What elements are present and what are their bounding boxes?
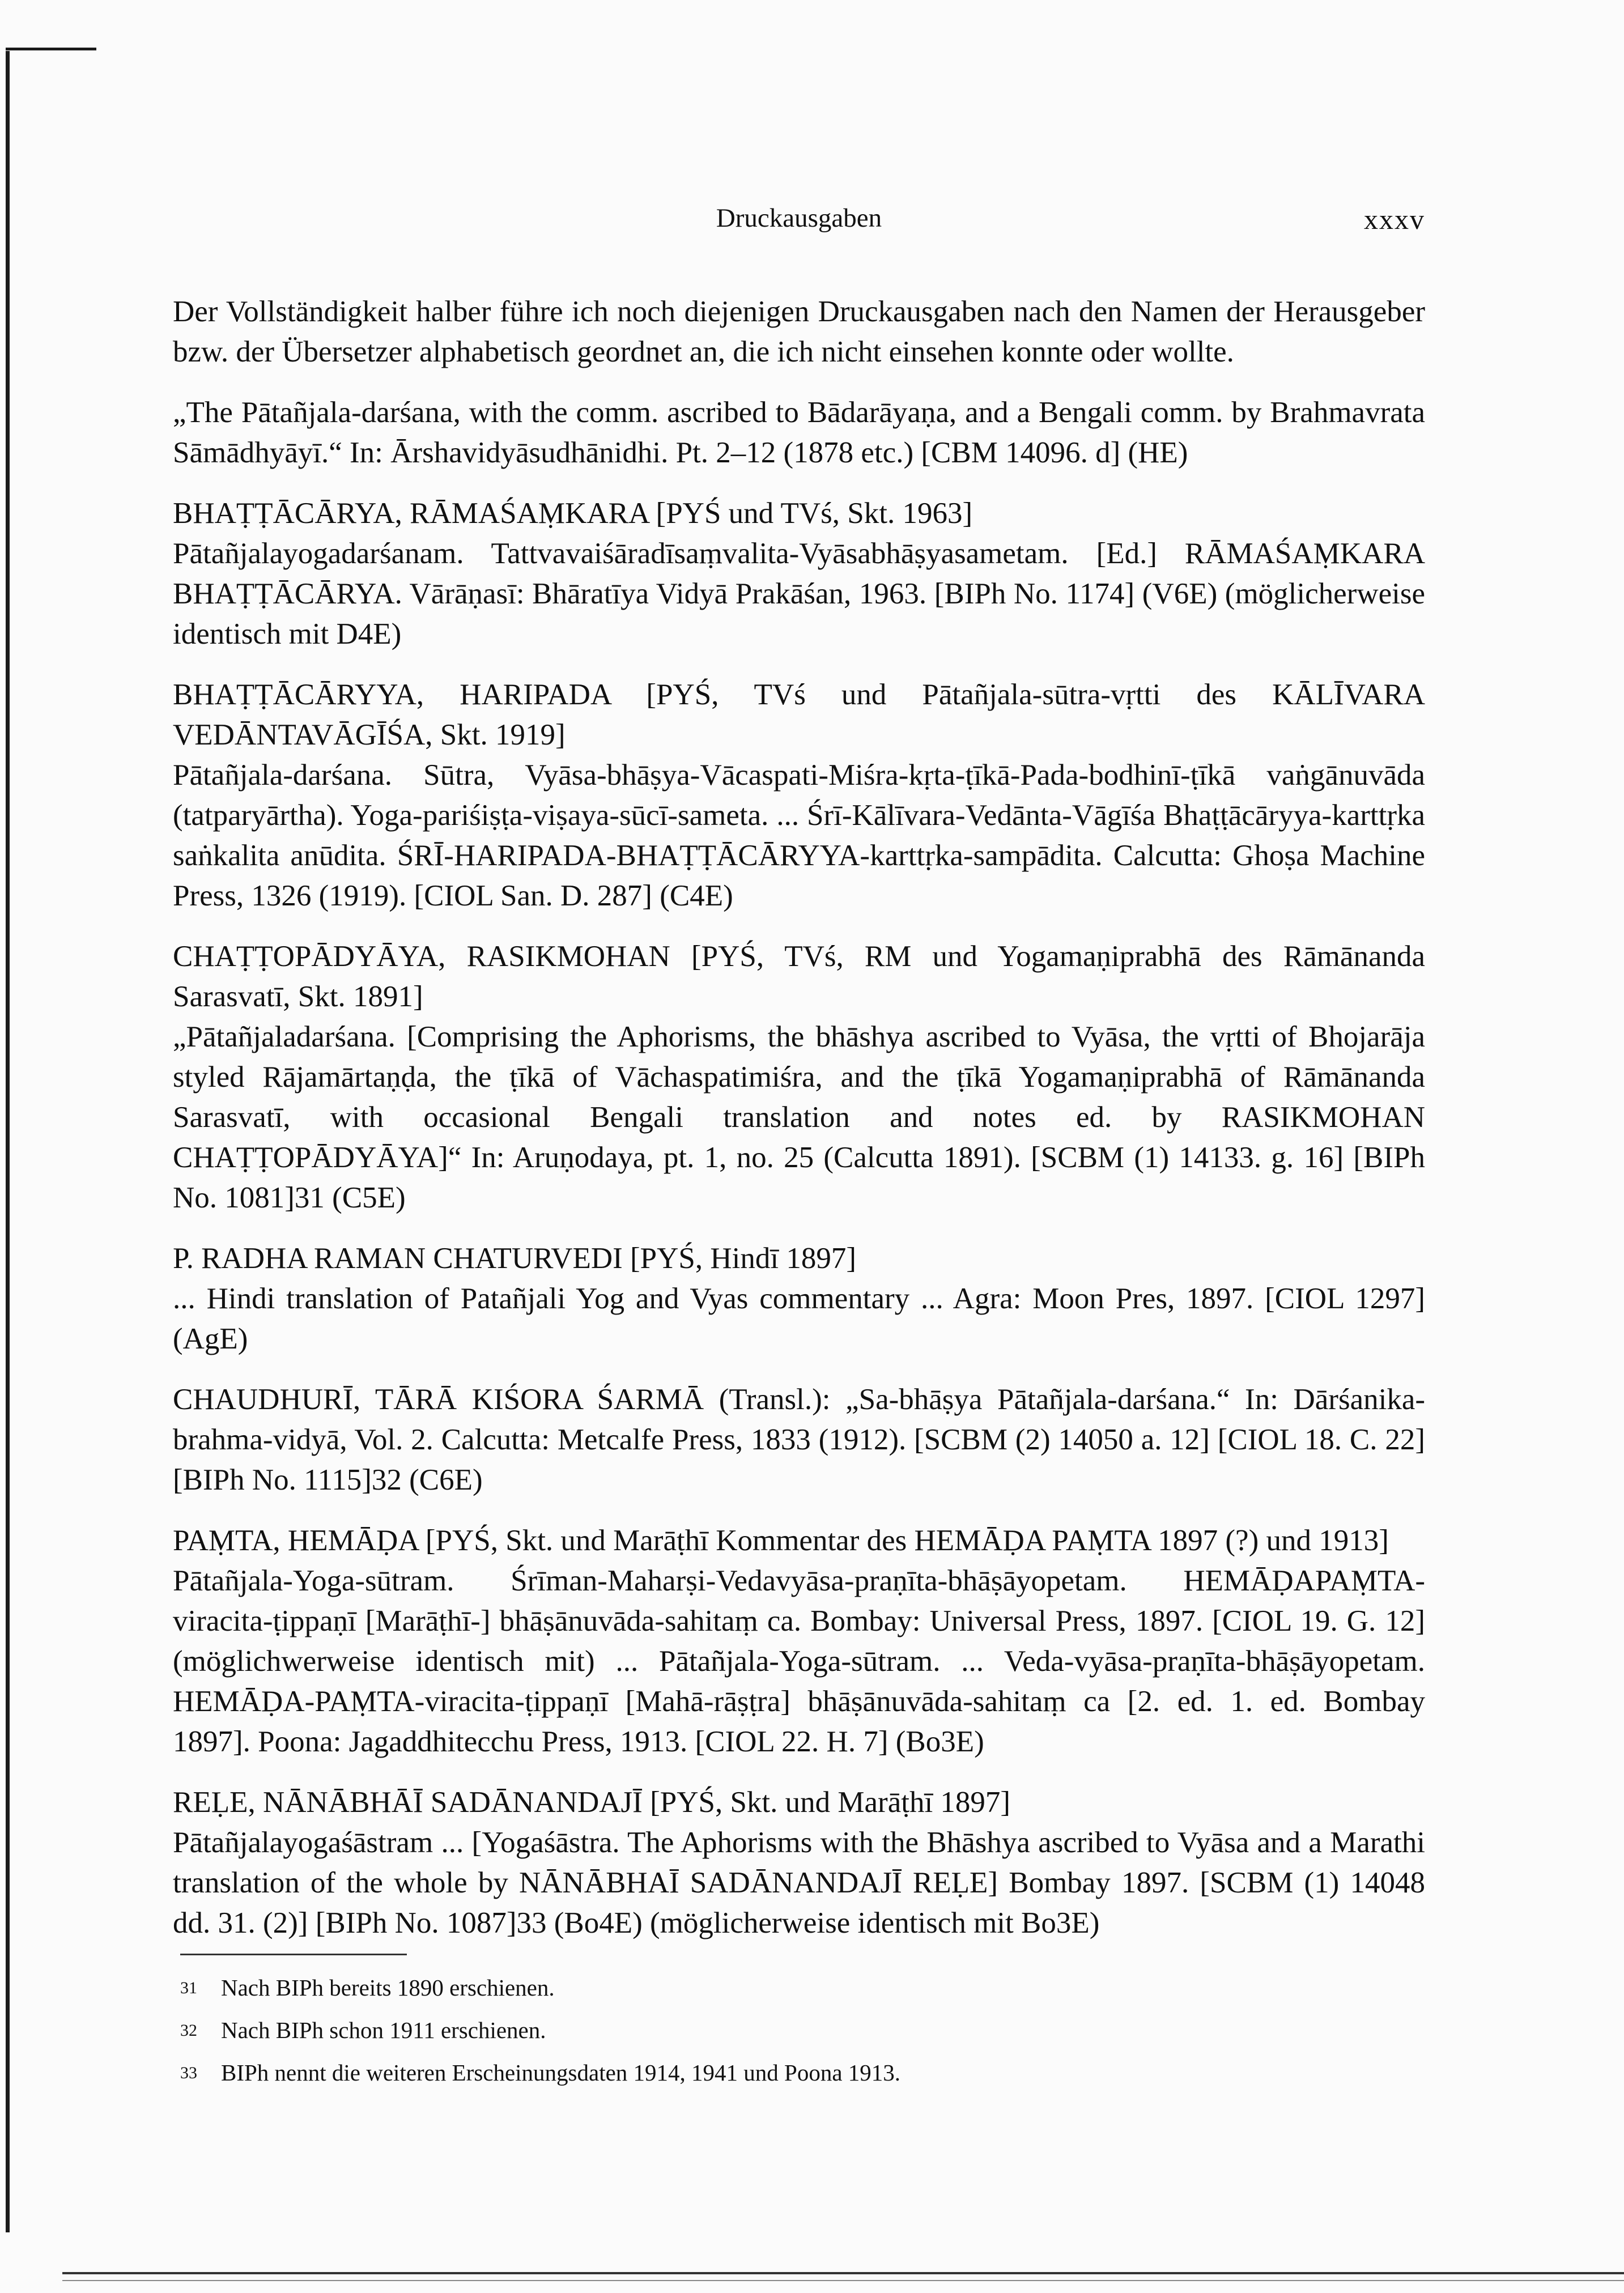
intro-paragraph: Der Vollständigkeit halber führe ich noch diejenigen Druckausgaben nach den Namen der Herausgeber bzw. der Übersetzer alphabetisch geordnet an, die ich nicht einsehen konnte oder wollte. (173, 295, 1425, 368)
footnotes (180, 1954, 1427, 2100)
entry-body: „Pātañjaladarśana. [Comprising the Aphorisms, the bhāshya ascribed to Vyāsa, the vṛtti of Bhojarāja styled Rājamārtaṇḍa, the ṭīkā of Vāchaspatimiśra, and the ṭīkā Yogamaṇiprabhā of Rāmānanda Sarasvatī, with occasional Bengali translation and notes ed. by RASIKMOHAN CHAṬṬOPĀDYĀYA]“ In: Aruṇodaya, pt. 1, no. 25 (Calcutta 1891). [SCBM (1) 14133. g. 16] [BIPh No. 1081]31 (C5E) (173, 1020, 1425, 1214)
scan-edge-bottom (62, 2272, 1624, 2274)
scan-edge-bottom-secondary (62, 2280, 1624, 2281)
bibliography-entry-7 (173, 1521, 1425, 1762)
footnote-number: 31 (180, 1979, 197, 1997)
entry-text: CHAUDHURĪ, TĀRĀ KIŚORA ŚARMĀ (Transl.): „Sa-bhāṣya Pātañjala-darśana.“ In: Dārśanika-brahma-vidyā, Vol. 2. Calcutta: Metcalfe Press, 1833 (1912). [SCBM (2) 14050 a. 12] [CIOL 18. C. 22] [BIPh No. 1115]32 (C6E) (173, 1383, 1425, 1496)
footnote-text: Nach BIPh bereits 1890 erschienen. (221, 1975, 555, 2001)
entry-heading: CHAṬṬOPĀDYĀYA, RASIKMOHAN [PYŚ, TVś, RM und Yogamaṇiprabhā des Rāmānanda Sarasvatī, Skt. 1891] (173, 940, 1425, 1013)
footnote-32 (180, 2015, 1427, 2046)
bibliography-entry-6 (173, 1380, 1425, 1500)
entry-heading: BHAṬṬĀCĀRYA, RĀMAŚAṂKARA [PYŚ und TVś, Skt. 1963] (173, 497, 973, 530)
footnote-text: BIPh nennt die weiteren Erscheinungsdaten 1914, 1941 und Poona 1913. (221, 2060, 901, 2086)
entry-body: Pātañjalayogadarśanam. Tattvavaiśāradīsaṃvalita-Vyāsabhāṣyasametam. [Ed.] RĀMAŚAṂKARA BHAṬṬĀCĀRYA. Vārāṇasī: Bhāratīya Vidyā Prakāśan, 1963. [BIPh No. 1174] (V6E) (möglicherweise identisch mit D4E) (173, 537, 1425, 650)
entry-body: Pātañjalayogaśāstram ... [Yogaśāstra. The Aphorisms with the Bhāshya ascribed to Vyāsa and a Marathi translation of the whole by NĀNĀBHAĪ SADĀNANDAJĪ REḶE] Bombay 1897. [SCBM (1) 14048 dd. 31. (2)] [BIPh No. 1087]33 (Bo4E) (möglicherweise identisch mit Bo3E) (173, 1826, 1425, 1939)
entry-heading: PAṂTA, HEMĀḌA [PYŚ, Skt. und Marāṭhī Kommentar des HEMĀḌA PAṂTA 1897 (?) und 1913] (173, 1524, 1389, 1557)
entry-heading: REḶE, NĀNĀBHĀĪ SADĀNANDAJĪ [PYŚ, Skt. und Marāṭhī 1897] (173, 1786, 1011, 1819)
entry-body: Pātañjala-darśana. Sūtra, Vyāsa-bhāṣya-Vācaspati-Miśra-kṛta-ṭīkā-Pada-bodhinī-ṭīkā vaṅgānuvāda (tatparyārtha). Yoga-pariśiṣṭa-viṣaya-sūcī-sameta. ... Śrī-Kālīvara-Vedānta-Vāgīśa Bhaṭṭācāryya-karttṛka saṅkalita anūdita. ŚRĪ-HARIPADA-BHAṬṬĀCĀRYYA-karttṛka-sampādita. Calcutta: Ghoṣa Machine Press, 1326 (1919). [CIOL San. D. 287] (C4E) (173, 759, 1425, 912)
entry-body: ... Hindi translation of Patañjali Yog and Vyas commentary ... Agra: Moon Pres, 1897. [CIOL 1297] (AgE) (173, 1282, 1425, 1355)
bibliography-entry-4 (173, 937, 1425, 1218)
footnote-33 (180, 2057, 1427, 2088)
page-number: xxxv (1364, 203, 1425, 235)
page-header (173, 203, 1425, 237)
scan-edge-top (6, 48, 96, 50)
footnote-rule (180, 1954, 407, 1955)
bibliography-entry-5 (173, 1239, 1425, 1359)
footnote-number: 32 (180, 2021, 197, 2040)
bibliography-entry-3 (173, 675, 1425, 916)
footnote-number: 33 (180, 2064, 197, 2082)
entry-heading: BHAṬṬĀCĀRYYA, HARIPADA [PYŚ, TVś und Pātañjala-sūtra-vṛtti des KĀLĪVARA VEDĀNTAVĀGĪŚA, Skt. 1919] (173, 678, 1425, 751)
entry-body: Pātañjala-Yoga-sūtram. Śrīman-Maharṣi-Vedavyāsa-praṇīta-bhāṣāyopetam. HEMĀḌAPAṂTA-viracita-ṭippaṇī [Marāṭhī-] bhāṣānuvāda-sahitaṃ ca. Bombay: Universal Press, 1897. [CIOL 19. G. 12] (möglichwerweise identisch mit) ... Pātañjala-Yoga-sūtram. ... Veda-vyāsa-praṇīta-bhāṣāyopetam. HEMĀḌA-PAṂTA-viracita-ṭippaṇī [Mahā-rāṣṭra] bhāṣānuvāda-sahitaṃ ca [2. ed. 1. ed. Bombay 1897]. Poona: Jagaddhitecchu Press, 1913. [CIOL 22. H. 7] (Bo3E) (173, 1564, 1425, 1758)
main-text (173, 292, 1425, 1964)
bibliography-entry-1 (173, 393, 1425, 473)
footnote-31 (180, 1972, 1427, 2003)
bibliography-entry-2 (173, 494, 1425, 654)
entry-heading: P. RADHA RAMAN CHATURVEDI [PYŚ, Hindī 1897] (173, 1242, 857, 1275)
bibliography-entry-8 (173, 1783, 1425, 1943)
entry-text: „The Pātañjala-darśana, with the comm. ascribed to Bādarāyaṇa, and a Bengali comm. by Brahmavrata Sāmādhyāyī.“ In: Ārshavidyāsudhānidhi. Pt. 2–12 (1878 etc.) [CBM 14096. d] (HE) (173, 396, 1425, 469)
scan-edge-left (6, 51, 10, 2232)
footnote-text: Nach BIPh schon 1911 erschienen. (221, 2017, 546, 2043)
running-head: Druckausgaben (716, 203, 882, 233)
